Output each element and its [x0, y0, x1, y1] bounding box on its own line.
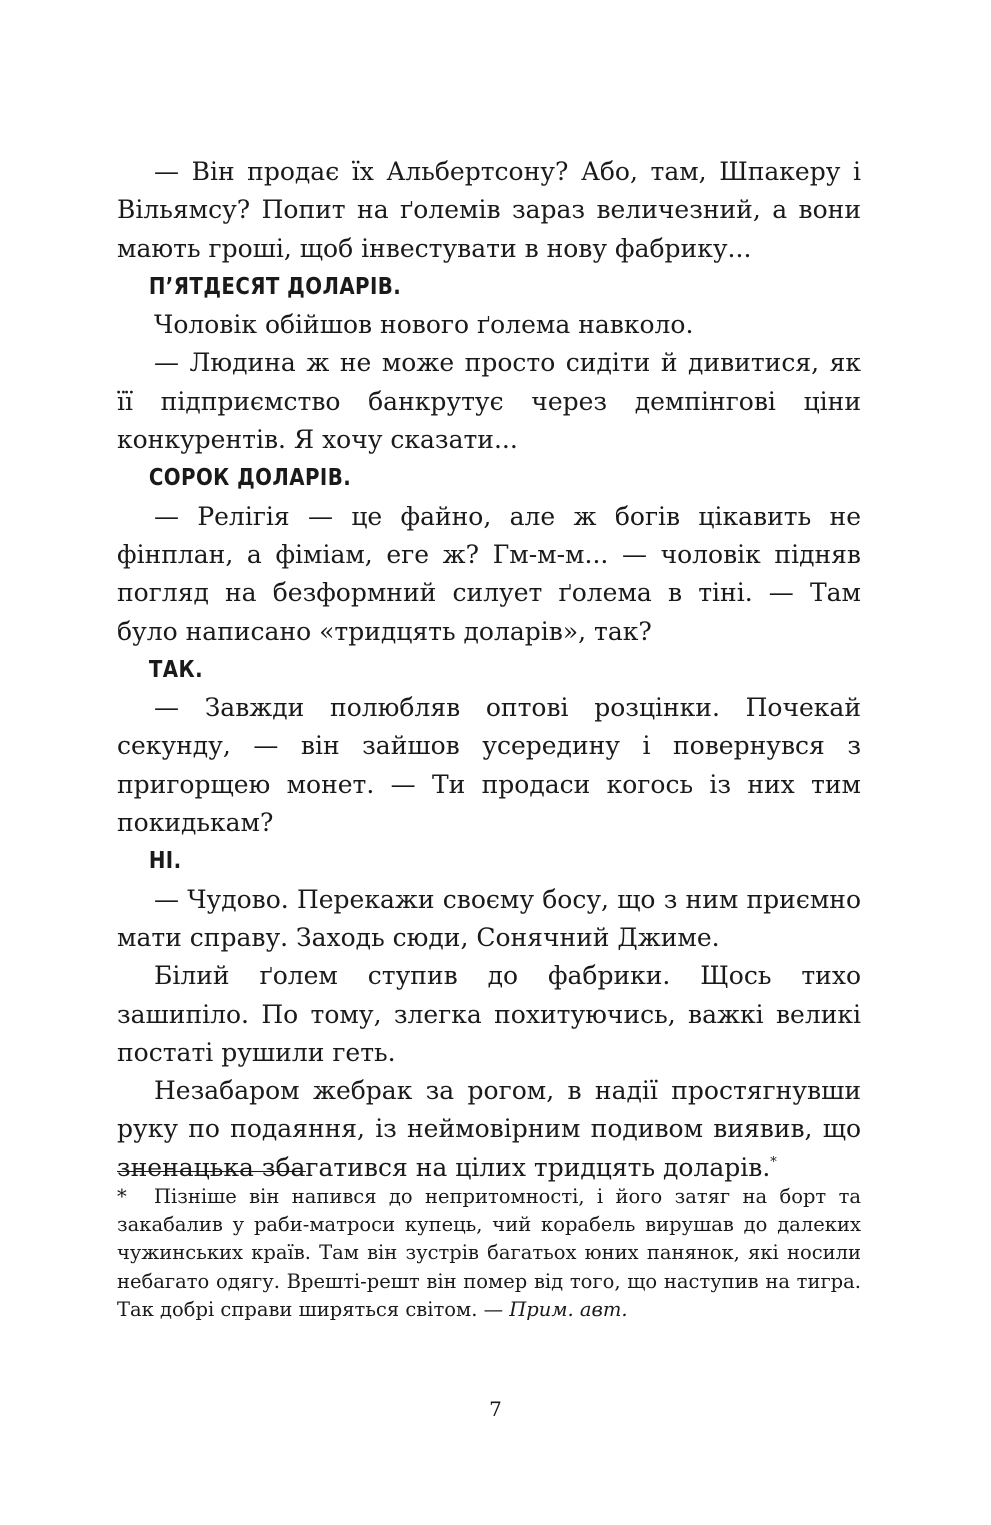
golem-speech: ТАК.	[148, 656, 204, 683]
golem-speech: СОРОК ДОЛАРІВ.	[148, 465, 352, 492]
paragraph-text: Незабаром жебрак за рогом, в надії простягнувши руку по подаяння, із неймовірним подивом виявив, що зненацька збагатився на цілих тридцять доларів.	[117, 1076, 861, 1182]
footnote-reference[interactable]: *	[770, 1154, 777, 1170]
page-number: 7	[489, 1397, 502, 1421]
golem-speech: НІ.	[148, 848, 182, 875]
paragraph: — Завжди полюбляв оптові розцінки. Почекай секунду, — він зайшов усередину і повернувся з пригорщею монет. — Ти продаси когось із них тим покидькам?	[117, 693, 861, 838]
author-note: — Прим. авт.	[483, 1297, 628, 1321]
paragraph	[117, 1072, 861, 1187]
paragraph: — Людина ж не може просто сидіти й дивитися, як її підприємство банкрутує через демпінгові ціни конкурентів. Я хочу сказати...	[117, 348, 861, 455]
footnote	[117, 1183, 861, 1324]
footnote-text: Пізніше він напився до непритомності, і його затяг на борт та закабалив у раби-матроси купець, чий корабель вирушав до далеких чужинських країв. Там він зустрів багатьох юних панянок, які носили небагато одягу. Врешті-решт він помер від того, що наступив на тигра. Так добрі справи ширяться світом.	[117, 1185, 861, 1321]
paragraph: Білий ґолем ступив до фабрики. Щось тихо зашипіло. По тому, злегка похитуючись, важкі великі постаті рушили геть.	[117, 961, 861, 1067]
paragraph: — Релігія — це файно, але ж богів цікавить не фінплан, а фіміам, еге ж? Гм-м-м... — чоловік підняв погляд на безформний силует ґолема в тіні. — Там було написано «тридцять доларів», так?	[117, 501, 861, 646]
paragraph: — Чудово. Перекажи своєму босу, що з ним приємно мати справу. Заходь сюди, Сонячний Джиме.	[117, 884, 861, 952]
golem-speech: П’ЯТДЕСЯТ ДОЛАРІВ.	[148, 273, 402, 300]
footnote-divider	[117, 1171, 306, 1172]
footnote-mark: *	[117, 1185, 127, 1208]
paragraph: — Він продає їх Альбертсону? Або, там, Шпакеру і Вільямсу? Попит на ґолемів зараз величезний, а вони мають гроші, щоб інвестувати в нову фабрику...	[117, 157, 861, 263]
main-text	[117, 153, 861, 1187]
paragraph: Чоловік обійшов нового ґолема навколо.	[154, 310, 694, 340]
